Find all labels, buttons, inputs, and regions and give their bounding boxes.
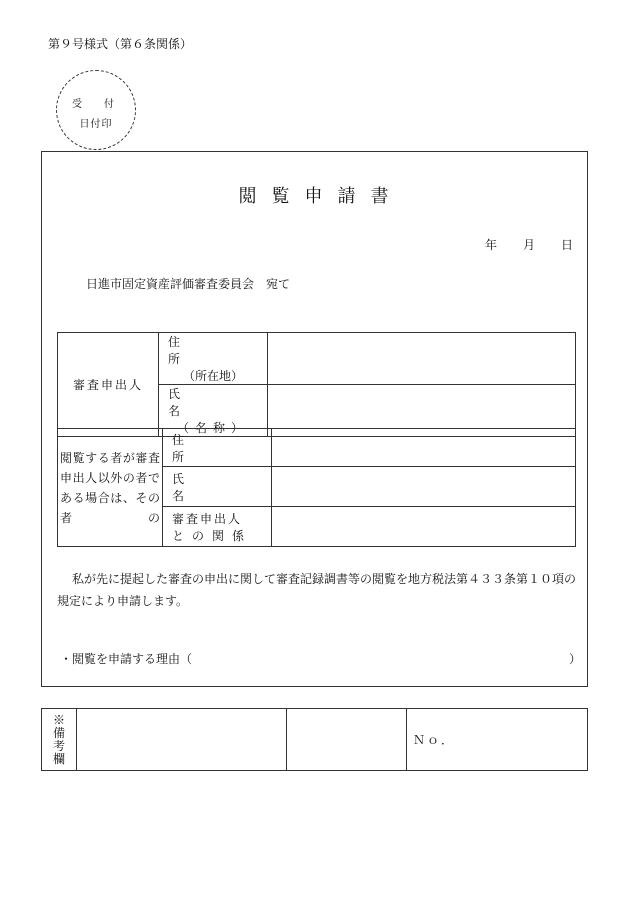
viewer-name-label: 氏名 [172,471,245,503]
date-month-field[interactable]: 月 [523,238,536,252]
viewer-heading [58,429,163,547]
viewer-relation-line2: との関係 [172,528,253,543]
reason-close-paren: ） [568,652,581,666]
viewer-relation-label-cell [163,507,272,547]
page-title: 閲覧申請書 [238,186,404,207]
applicant-name-sub: （名称） [176,421,249,435]
applicant-heading [58,333,159,437]
viewer-address-label-cell [163,429,272,467]
date-year-field[interactable]: 年 [485,238,498,252]
viewer-address-input[interactable] [272,429,576,467]
applicant-address-label-cell [159,333,268,385]
form-number: 第９号様式（第６条関係） [48,37,193,51]
address-label-text: 住所 [168,335,241,366]
applicant-name-label: 氏名 [168,387,241,418]
remarks-heading [42,709,77,771]
remarks-cell-2[interactable] [287,709,407,771]
application-statement: 私が先に提起した審査の申出に関して審査記録調書等の閲覧を地方税法第４３３条第１０項の規定により申請します。 [57,572,577,608]
addressee: 日進市固定資産評価審査委員会 宛て [86,277,291,291]
viewer-name-label-cell [163,467,272,507]
receipt-stamp-area [56,70,136,150]
date-day-field[interactable]: 日 [561,238,574,252]
remarks-heading-text: ※備考欄 [52,712,65,766]
reason-label: ・閲覧を申請する理由（ [60,652,193,666]
viewer-name-input[interactable] [272,467,576,507]
viewer-address-label: 住所 [172,432,245,464]
applicant-table [57,332,576,437]
applicant-heading-text: 審査申出人 [72,378,143,392]
viewer-table [57,428,576,547]
remarks-number-label: Ｎｏ． [413,733,456,747]
viewer-heading-text: 閲覧する者が審査申出人以外の者である場合は、その者の [60,450,160,525]
stamp-label-date-seal: 日付印 [79,119,113,130]
applicant-address-input[interactable] [268,333,576,385]
viewer-relation-line1: 審査申出人 [172,511,243,526]
remarks-cell-1[interactable] [77,709,287,771]
applicant-address-sub: （所在地） [182,369,243,383]
remarks-table [41,708,588,771]
stamp-label-received: 受 付 [72,99,120,110]
viewer-relation-input[interactable] [272,507,576,547]
remarks-number-cell[interactable] [407,709,588,771]
applicant-address-label [168,333,258,367]
reason-line [60,650,581,667]
